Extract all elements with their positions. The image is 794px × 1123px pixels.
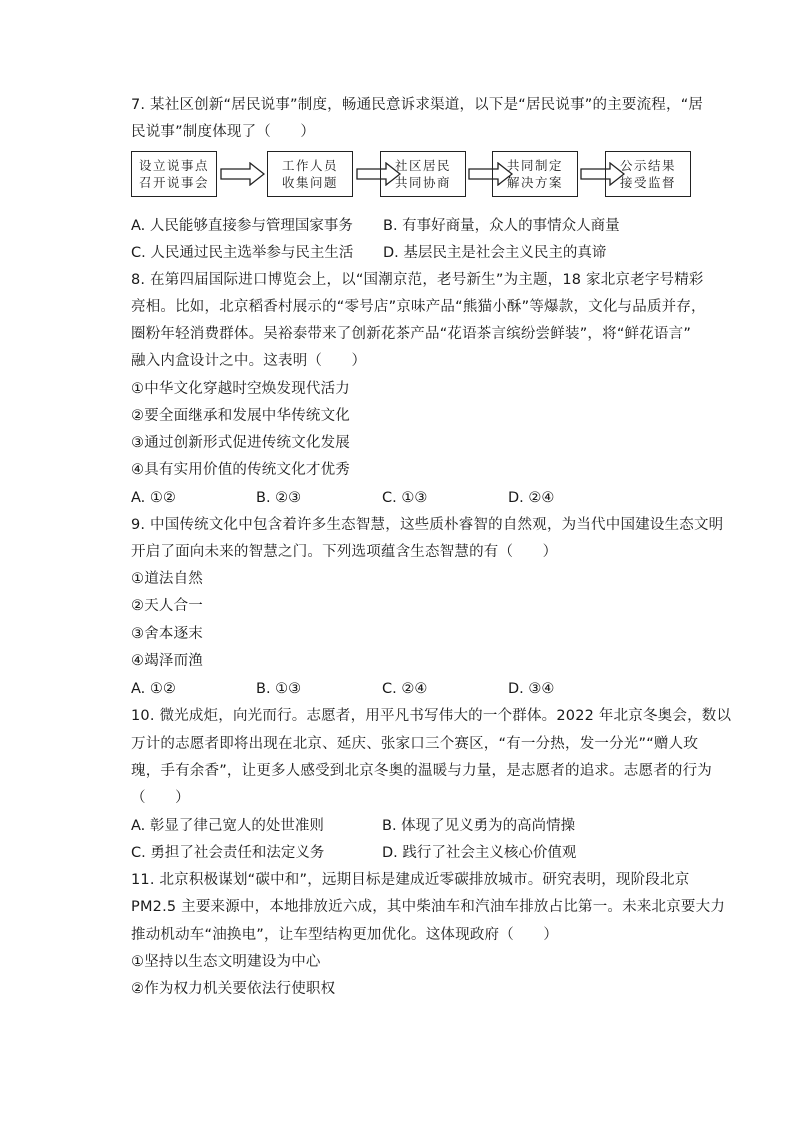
q8-stem-line3: 圈粉年轻消费群体。吴裕泰带来了创新花茶产品“花语茶言缤纷尝鲜装”，将“鲜花语言” — [131, 326, 692, 342]
flow-step-2-line2: 收集问题 — [281, 175, 338, 190]
q10-option-b[interactable]: B. 体现了见义勇为的高尚情操 — [382, 818, 576, 834]
flow-step-4 — [492, 151, 578, 197]
q9-item-1: ①道法自然 — [131, 571, 203, 587]
q9-option-c[interactable]: C. ②④ — [382, 681, 428, 697]
flow-step-5-line2: 接受监督 — [619, 175, 676, 190]
q10-stem-line3: 瑰，手有余香”，让更多人感受到北京冬奥的温暖与力量，是志愿者的追求。志愿者的行为 — [131, 763, 713, 779]
flow-step-5 — [605, 151, 691, 197]
q8-option-b[interactable]: B. ②③ — [256, 490, 302, 506]
q11-item-2: ②作为权力机关要依法行使职权 — [131, 981, 336, 997]
q10-option-c[interactable]: C. 勇担了社会责任和法定义务 — [131, 845, 325, 861]
flow-step-3 — [380, 151, 466, 197]
q8-item-4: ④具有实用价值的传统文化才优秀 — [131, 462, 350, 478]
q8-item-1: ①中华文化穿越时空焕发现代活力 — [131, 381, 350, 397]
q9-stem-line1: 9. 中国传统文化中包含着许多生态智慧，这些质朴睿智的自然观，为当代中国建设生态文明 — [131, 517, 724, 533]
flow-step-4-line2: 解决方案 — [506, 175, 563, 190]
flow-step-1 — [131, 151, 217, 197]
q7-option-c[interactable]: C. 人民通过民主选举参与民主生活 — [131, 245, 354, 261]
q7-option-d[interactable]: D. 基层民主是社会主义民主的真谛 — [383, 245, 607, 261]
q11-item-1: ①坚持以生态文明建设为中心 — [131, 954, 321, 970]
q8-option-a[interactable]: A. ①② — [131, 490, 176, 506]
q9-option-a[interactable]: A. ①② — [131, 681, 176, 697]
q9-item-3: ③舍本逐末 — [131, 626, 203, 642]
q7-flowchart — [131, 151, 691, 203]
flow-step-2-line1: 工作人员 — [281, 158, 338, 173]
q8-item-2: ②要全面继承和发展中华传统文化 — [131, 408, 350, 424]
q10-stem-line2: 万计的志愿者即将出现在北京、延庆、张家口三个赛区，“有一分热，发一分光”“赠人玫 — [131, 736, 699, 752]
flow-step-2 — [267, 151, 353, 197]
q9-stem-line2: 开启了面向未来的智慧之门。下列选项蕴含生态智慧的有（ ） — [131, 544, 558, 560]
q8-stem-line1: 8. 在第四届国际进口博览会上，以“国潮京范，老号新生”为主题，18 家北京老字号精彩 — [131, 272, 704, 288]
q8-stem-line2: 亮相。比如，北京稻香村展示的“零号店”京味产品“熊猫小酥”等爆款，文化与品质并存， — [131, 299, 706, 315]
q11-stem-line1: 11. 北京积极谋划“碳中和”，远期目标是建成近零碳排放城市。研究表明，现阶段北京 — [131, 872, 690, 888]
q11-stem-line2: PM2.5 主要来源中，本地排放近六成，其中柴油车和汽油车排放占比第一。未来北京要大力 — [131, 899, 726, 915]
flow-step-5-line1: 公示结果 — [619, 158, 676, 173]
q8-option-c[interactable]: C. ①③ — [382, 490, 428, 506]
q8-item-3: ③通过创新形式促进传统文化发展 — [131, 435, 350, 451]
flow-arrow-icon — [220, 162, 265, 186]
flow-step-3-line1: 社区居民 — [394, 158, 451, 173]
q9-option-b[interactable]: B. ①③ — [256, 681, 302, 697]
q10-stem-line4: （ ） — [131, 790, 190, 806]
q7-option-b[interactable]: B. 有事好商量，众人的事情众人商量 — [383, 218, 620, 234]
flow-step-1-line1: 设立说事点 — [138, 158, 209, 173]
q7-stem-line1: 7. 某社区创新“居民说事”制度，畅通民意诉求渠道，以下是“居民说事”的主要流程，“居 — [131, 97, 704, 113]
flow-step-3-line2: 共同协商 — [394, 175, 451, 190]
q8-stem-line4: 融入内盒设计之中。这表明（ ） — [131, 353, 367, 369]
q11-stem-line3: 推动机动车“油换电”，让车型结构更加优化。这体现政府（ ） — [131, 927, 559, 943]
q7-stem-line2: 民说事”制度体现了（ ） — [131, 124, 316, 140]
q8-option-d[interactable]: D. ②④ — [508, 490, 555, 506]
q7-option-a[interactable]: A. 人民能够直接参与管理国家事务 — [131, 218, 353, 234]
q9-option-d[interactable]: D. ③④ — [508, 681, 555, 697]
q10-stem-line1: 10. 微光成炬，向光而行。志愿者，用平凡书写伟大的一个群体。2022 年北京冬奥会，数以 — [131, 708, 732, 724]
q10-option-d[interactable]: D. 践行了社会主义核心价值观 — [382, 845, 577, 861]
flow-step-1-line2: 召开说事会 — [138, 175, 209, 190]
flow-step-4-line1: 共同制定 — [506, 158, 563, 173]
q9-item-4: ④竭泽而渔 — [131, 653, 203, 669]
q9-item-2: ②天人合一 — [131, 598, 203, 614]
q10-option-a[interactable]: A. 彰显了律己宽人的处世准则 — [131, 818, 324, 834]
